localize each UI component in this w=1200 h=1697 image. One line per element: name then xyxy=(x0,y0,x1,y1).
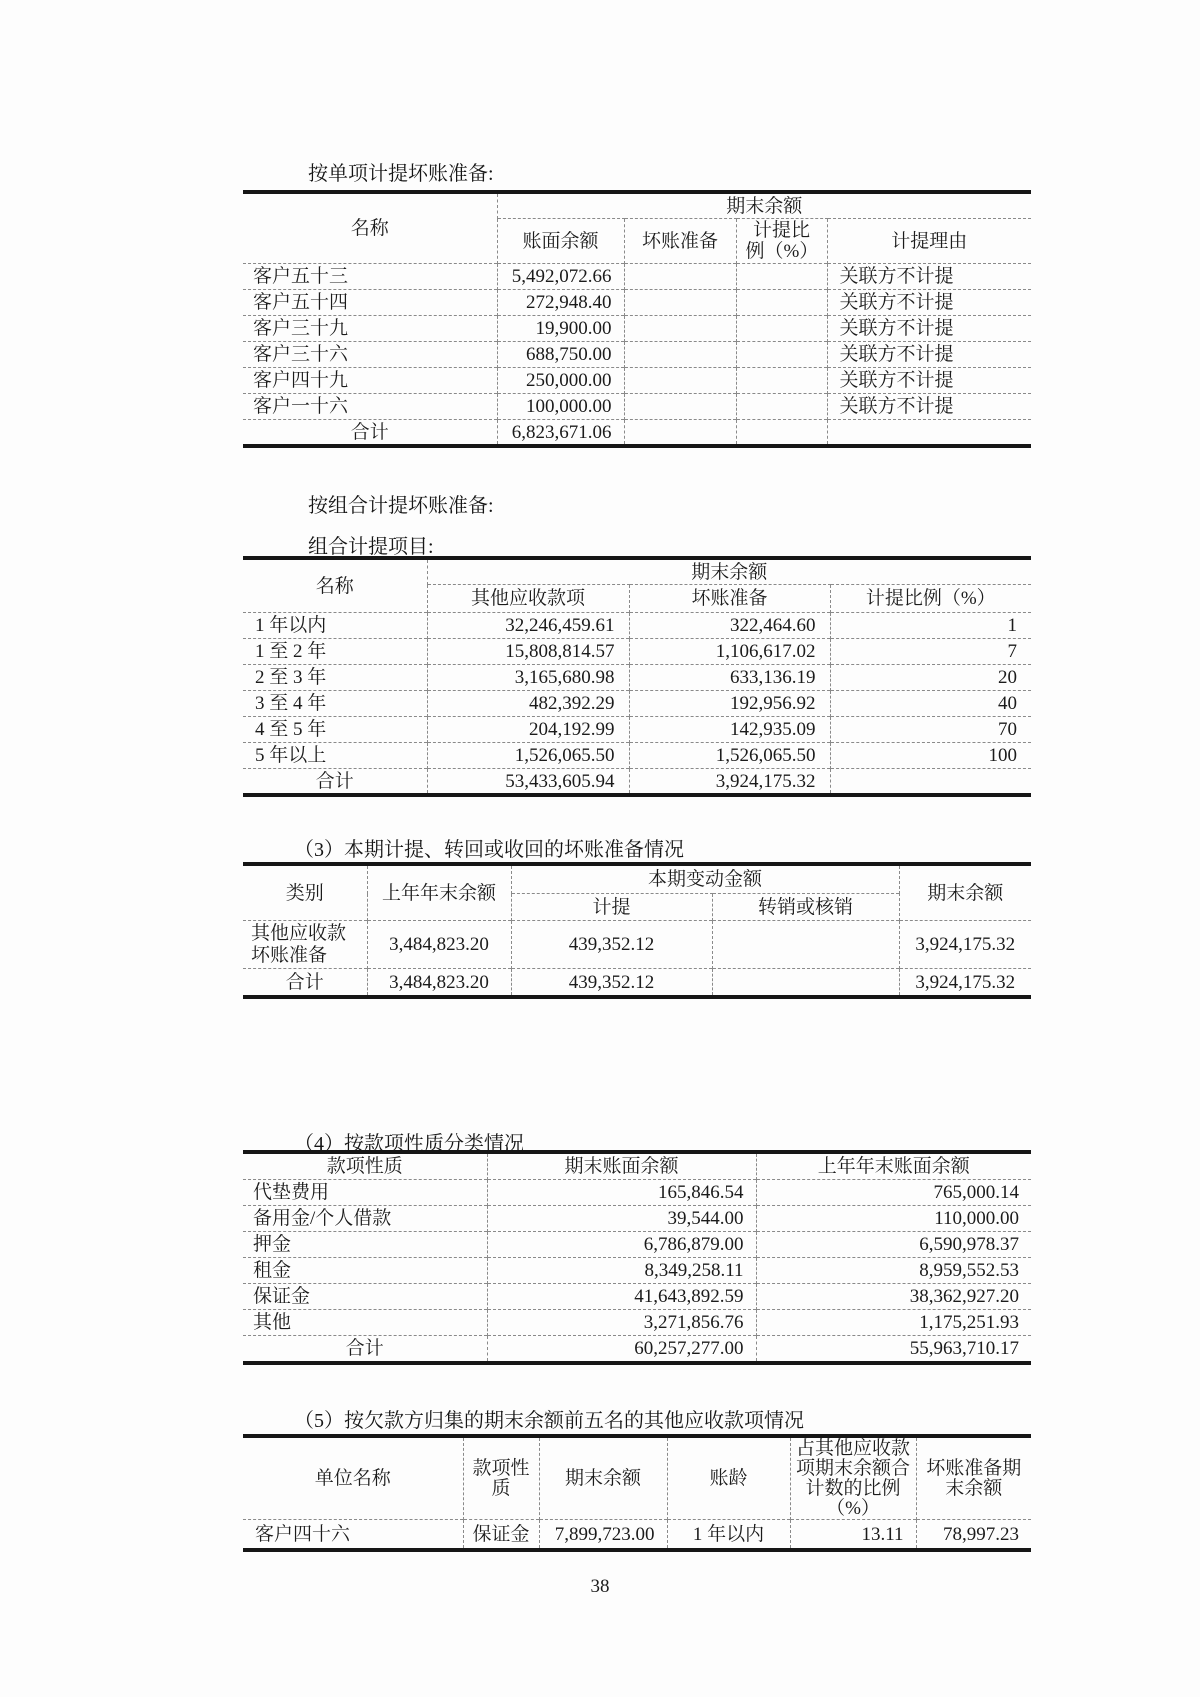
data-cell: 13.11 xyxy=(790,1520,916,1551)
page-number: 38 xyxy=(590,1576,610,1597)
header-cell: 期末余额 xyxy=(539,1436,667,1520)
data-cell: 204,192.99 xyxy=(427,717,629,743)
data-cell: 1 年以内 xyxy=(243,613,427,639)
data-cell: 备用金/个人借款 xyxy=(243,1206,487,1232)
header-cell: 账面余额 xyxy=(497,219,624,264)
header-cell: 计提比例（%） xyxy=(736,219,827,264)
data-cell: 100,000.00 xyxy=(497,394,624,420)
section3-title: （3）本期计提、转回或收回的坏账准备情况 xyxy=(294,839,684,861)
data-cell: 关联方不计提 xyxy=(827,316,1031,342)
total-cell xyxy=(827,420,1031,447)
header-cell: 坏账准备期末余额 xyxy=(916,1436,1031,1520)
total-row xyxy=(243,769,1031,796)
table-row xyxy=(243,1206,1031,1232)
data-cell: 19,900.00 xyxy=(497,316,624,342)
data-cell xyxy=(624,316,736,342)
header-cell: 期末账面余额 xyxy=(487,1152,756,1180)
data-cell: 765,000.14 xyxy=(756,1180,1031,1206)
data-cell: 1 xyxy=(830,613,1031,639)
header-row xyxy=(243,864,1031,894)
header-row xyxy=(243,558,1031,585)
total-cell xyxy=(736,420,827,447)
data-cell: 1,526,065.50 xyxy=(629,743,830,769)
data-cell: 客户三十六 xyxy=(243,342,497,368)
header-row xyxy=(243,1152,1031,1180)
header-cell: 单位名称 xyxy=(314,1467,391,1489)
section4-title: （4）按款项性质分类情况 xyxy=(294,1133,524,1155)
data-cell: 7 xyxy=(830,639,1031,665)
table-row xyxy=(243,1284,1031,1310)
table-by-nature xyxy=(243,1150,1031,1365)
data-cell: 2 至 3 年 xyxy=(243,665,427,691)
section2-title: 按组合计提坏账准备: xyxy=(308,495,494,517)
data-cell: 3,924,175.32 xyxy=(899,921,1031,969)
data-cell: 142,935.09 xyxy=(629,717,830,743)
table-row xyxy=(243,316,1031,342)
data-cell: 15,808,814.57 xyxy=(427,639,629,665)
total-cell: 合计 xyxy=(243,969,367,998)
data-cell: 保证金 xyxy=(243,1284,487,1310)
data-cell: 40 xyxy=(830,691,1031,717)
header-row xyxy=(243,1436,1031,1520)
total-row xyxy=(243,969,1031,998)
data-cell: 租金 xyxy=(243,1258,487,1284)
data-cell xyxy=(624,342,736,368)
header-cell: 上年年末账面余额 xyxy=(756,1152,1031,1180)
table-row xyxy=(243,264,1031,290)
total-row xyxy=(243,420,1031,447)
data-cell: 20 xyxy=(830,665,1031,691)
data-cell: 250,000.00 xyxy=(497,368,624,394)
data-cell xyxy=(736,316,827,342)
table-row xyxy=(243,368,1031,394)
total-cell: 合计 xyxy=(243,1336,487,1364)
data-cell: 3,271,856.76 xyxy=(487,1310,756,1336)
data-cell: 165,846.54 xyxy=(487,1180,756,1206)
data-cell: 1 年以内 xyxy=(667,1520,790,1551)
table-row xyxy=(243,1258,1031,1284)
data-cell xyxy=(712,921,899,969)
data-cell: 192,956.92 xyxy=(629,691,830,717)
total-cell xyxy=(830,769,1031,796)
data-cell: 其他 xyxy=(243,1310,487,1336)
header-cell: 坏账准备 xyxy=(624,219,736,264)
total-cell: 3,484,823.20 xyxy=(367,969,511,998)
total-cell: 3,924,175.32 xyxy=(899,969,1031,998)
table-row xyxy=(243,1310,1031,1336)
header-cell: 本期变动金额 xyxy=(511,864,899,894)
total-cell: 合计 xyxy=(243,420,497,447)
table-portfolio-provision xyxy=(243,556,1031,797)
header-cell: 名称 xyxy=(315,575,354,597)
data-cell: 1,175,251.93 xyxy=(756,1310,1031,1336)
data-cell: 688,750.00 xyxy=(497,342,624,368)
total-cell: 6,823,671.06 xyxy=(497,420,624,447)
header-cell: 期末余额 xyxy=(899,864,1031,921)
total-cell: 3,924,175.32 xyxy=(629,769,830,796)
data-cell xyxy=(624,264,736,290)
data-cell xyxy=(736,264,827,290)
table-row xyxy=(243,394,1031,420)
header-cell: 类别 xyxy=(285,882,324,904)
data-cell: 押金 xyxy=(243,1232,487,1258)
header-cell: 款项性质 xyxy=(463,1436,539,1520)
data-cell: 客户五十四 xyxy=(243,290,497,316)
section2-subtitle: 组合计提项目: xyxy=(308,536,434,558)
data-cell: 32,246,459.61 xyxy=(427,613,629,639)
data-cell xyxy=(624,290,736,316)
data-cell: 5 年以上 xyxy=(243,743,427,769)
data-cell: 1,526,065.50 xyxy=(427,743,629,769)
data-cell: 代垫费用 xyxy=(243,1180,487,1206)
header-cell: 转销或核销 xyxy=(712,894,899,921)
data-cell: 8,349,258.11 xyxy=(487,1258,756,1284)
data-cell: 客户四十六 xyxy=(243,1520,463,1551)
data-cell: 41,643,892.59 xyxy=(487,1284,756,1310)
data-cell: 6,786,879.00 xyxy=(487,1232,756,1258)
data-cell xyxy=(736,394,827,420)
table-row xyxy=(243,342,1031,368)
header-cell: 占其他应收款项期末余额合计数的比例（%） xyxy=(790,1436,916,1520)
data-cell: 4 至 5 年 xyxy=(243,717,427,743)
section5-title: （5）按欠款方归集的期末余额前五名的其他应收款项情况 xyxy=(294,1410,804,1432)
data-cell: 关联方不计提 xyxy=(827,368,1031,394)
table-row xyxy=(243,1180,1031,1206)
header-cell: 名称 xyxy=(350,218,389,239)
data-cell: 39,544.00 xyxy=(487,1206,756,1232)
table-row xyxy=(243,1232,1031,1258)
data-cell: 3,165,680.98 xyxy=(427,665,629,691)
data-cell: 7,899,723.00 xyxy=(539,1520,667,1551)
table-row xyxy=(243,1520,1031,1551)
data-cell xyxy=(624,394,736,420)
table-provision-movement xyxy=(243,862,1031,999)
data-cell: 78,997.23 xyxy=(916,1520,1031,1551)
data-cell: 100 xyxy=(830,743,1031,769)
total-cell: 合计 xyxy=(243,769,427,796)
header-cell: 坏账准备 xyxy=(629,585,830,613)
section1-title: 按单项计提坏账准备: xyxy=(308,163,494,185)
data-cell: 客户三十九 xyxy=(243,316,497,342)
header-cell: 计提 xyxy=(511,894,712,921)
data-cell: 3 至 4 年 xyxy=(243,691,427,717)
data-cell: 633,136.19 xyxy=(629,665,830,691)
data-cell: 322,464.60 xyxy=(629,613,830,639)
data-cell xyxy=(736,342,827,368)
header-cell: 款项性质 xyxy=(326,1156,403,1177)
data-cell: 439,352.12 xyxy=(511,921,712,969)
data-cell: 1 至 2 年 xyxy=(243,639,427,665)
table-single-item-provision xyxy=(243,190,1031,448)
header-cell: 其他应收款项 xyxy=(427,585,629,613)
data-cell xyxy=(736,290,827,316)
table-row xyxy=(243,691,1031,717)
data-cell: 1,106,617.02 xyxy=(629,639,830,665)
header-cell: 上年年末余额 xyxy=(367,864,511,921)
data-cell: 关联方不计提 xyxy=(827,394,1031,420)
data-cell: 110,000.00 xyxy=(756,1206,1031,1232)
total-cell: 53,433,605.94 xyxy=(427,769,629,796)
data-cell: 3,484,823.20 xyxy=(367,921,511,969)
data-cell xyxy=(624,368,736,394)
total-cell: 55,963,710.17 xyxy=(756,1336,1031,1364)
table-row xyxy=(243,639,1031,665)
total-row xyxy=(243,1336,1031,1364)
table-row xyxy=(243,717,1031,743)
total-cell xyxy=(624,420,736,447)
data-cell: 70 xyxy=(830,717,1031,743)
data-cell: 38,362,927.20 xyxy=(756,1284,1031,1310)
header-cell: 计提理由 xyxy=(827,219,1031,264)
header-cell: 计提比例（%） xyxy=(830,585,1031,613)
table-row xyxy=(243,921,1031,969)
table-row xyxy=(243,613,1031,639)
data-cell: 客户一十六 xyxy=(243,394,497,420)
table-top-five-debtors xyxy=(243,1434,1031,1552)
data-cell: 482,392.29 xyxy=(427,691,629,717)
table-row xyxy=(243,665,1031,691)
data-cell xyxy=(736,368,827,394)
data-cell: 8,959,552.53 xyxy=(756,1258,1031,1284)
data-cell: 6,590,978.37 xyxy=(756,1232,1031,1258)
total-cell: 60,257,277.00 xyxy=(487,1336,756,1364)
data-cell: 客户四十九 xyxy=(243,368,497,394)
header-cell: 期末余额 xyxy=(497,192,1031,219)
data-cell: 关联方不计提 xyxy=(827,342,1031,368)
header-cell: 账龄 xyxy=(667,1436,790,1520)
header-cell: 期末余额 xyxy=(427,558,1031,585)
data-cell: 关联方不计提 xyxy=(827,290,1031,316)
table-row xyxy=(243,290,1031,316)
data-cell: 客户五十三 xyxy=(243,264,497,290)
data-cell: 关联方不计提 xyxy=(827,264,1031,290)
data-cell: 保证金 xyxy=(463,1520,539,1551)
total-cell xyxy=(712,969,899,998)
data-cell: 其他应收款坏账准备 xyxy=(243,921,367,969)
table-row xyxy=(243,743,1031,769)
data-cell: 272,948.40 xyxy=(497,290,624,316)
header-row xyxy=(243,192,1031,219)
total-cell: 439,352.12 xyxy=(511,969,712,998)
data-cell: 5,492,072.66 xyxy=(497,264,624,290)
